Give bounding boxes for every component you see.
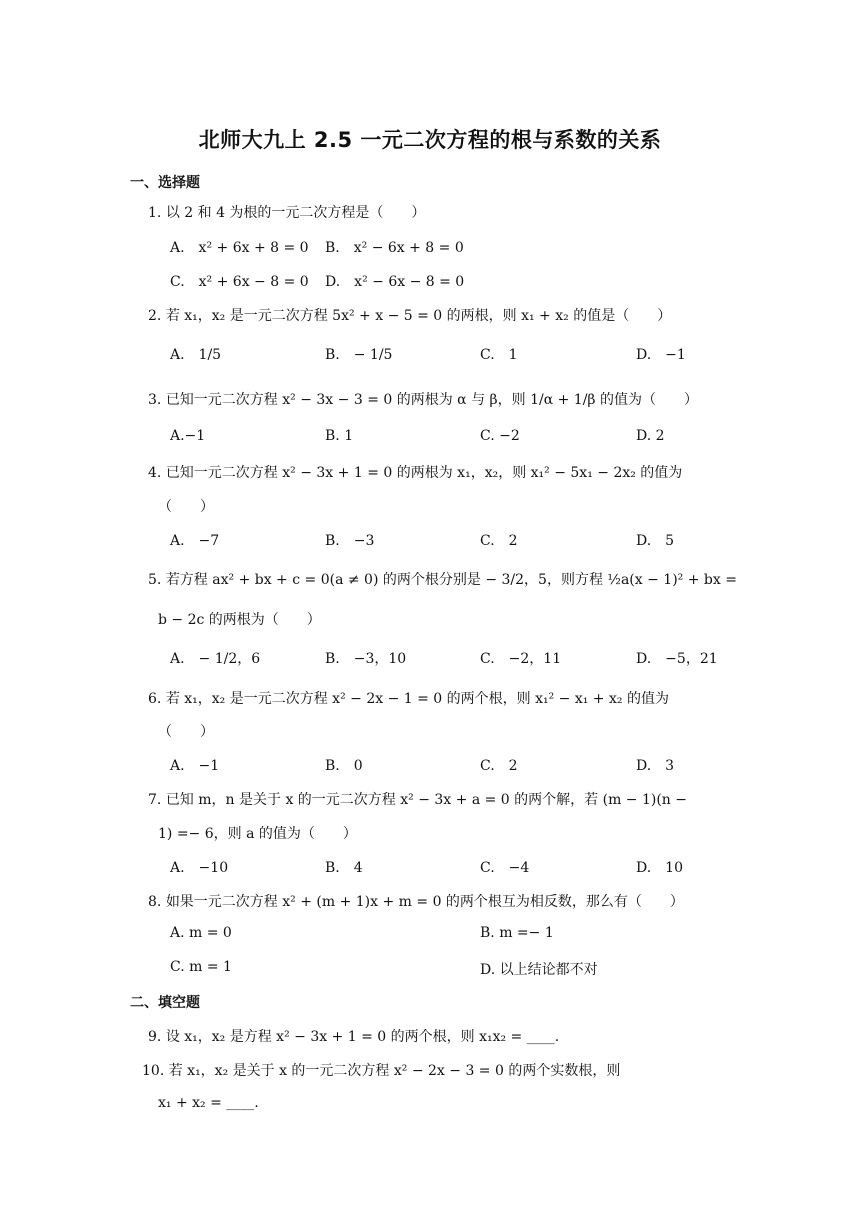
q1-option-a: A. x² + 6x + 8 = 0 [170, 240, 309, 256]
q6-option-a: A. −1 [170, 758, 220, 774]
q4-option-a: A. −7 [170, 533, 220, 549]
q5-option-b: B. −3，10 [325, 651, 407, 667]
q8-option-d: D. 以上结论都不对 [480, 962, 598, 978]
question-number: 5. [148, 572, 162, 588]
question-7-stem [148, 789, 687, 809]
question-9-stem [148, 1026, 559, 1046]
question-4-stem [148, 462, 682, 482]
question-number: 4. [148, 465, 162, 481]
q4-option-b: B. −3 [325, 533, 375, 549]
question-number: 8. [148, 894, 162, 910]
q6-option-b: B. 0 [325, 758, 363, 774]
q5-option-c: C. −2，11 [480, 651, 562, 667]
q3-option-a: A.−1 [170, 428, 206, 444]
question-10-stem-continued: x₁ + x₂ = ____. [158, 1095, 259, 1111]
question-text: 已知一元二次方程 x² − 3x − 3 = 0 的两根为 α 与 β，则 1/α + 1/β 的值为（ ） [165, 392, 698, 408]
question-text: 若方程 ax² + bx + c = 0(a ≠ 0) 的两个根分别是 − 3/2，5，则方程 ½a(x − 1)² + bx = [165, 572, 737, 588]
question-8-stem [148, 891, 684, 911]
q1-option-d: D. x² − 6x − 8 = 0 [325, 274, 465, 290]
question-1-stem [148, 202, 425, 222]
question-text: 设 x₁，x₂ 是方程 x² − 3x + 1 = 0 的两个根，则 x₁x₂ = ____. [165, 1029, 560, 1045]
q2-option-d: D. −1 [636, 347, 686, 363]
question-5-stem [148, 569, 737, 589]
section-heading-choice: 一、选择题 [130, 175, 200, 191]
q5-option-d: D. −5，21 [636, 651, 718, 667]
question-text: 若 x₁，x₂ 是一元二次方程 x² − 2x − 1 = 0 的两个根，则 x₁² − x₁ + x₂ 的值为 [165, 691, 669, 707]
q2-option-c: C. 1 [480, 347, 518, 363]
question-3-stem [148, 389, 698, 409]
q6-option-d: D. 3 [636, 758, 675, 774]
q3-option-b: B. 1 [325, 428, 354, 444]
q6-option-c: C. 2 [480, 758, 518, 774]
q8-option-c: C. m = 1 [170, 959, 232, 975]
question-number: 10. [142, 1063, 165, 1079]
q3-option-c: C. −2 [480, 428, 520, 444]
question-7-stem-continued: 1) =− 6，则 a 的值为（ ） [158, 826, 357, 842]
q8-option-a: A. m = 0 [170, 925, 232, 941]
section-heading-fill: 二、填空题 [130, 995, 200, 1011]
question-6-stem-continued: （ ） [158, 724, 214, 740]
q7-option-a: A. −10 [170, 860, 229, 876]
question-4-stem-continued: （ ） [158, 499, 214, 515]
question-10-stem [142, 1060, 620, 1080]
q5-option-a: A. − 1/2，6 [170, 651, 261, 667]
question-number: 7. [148, 792, 162, 808]
q2-option-a: A. 1/5 [170, 347, 222, 363]
question-text: 以 2 和 4 为根的一元二次方程是（ ） [165, 205, 426, 221]
question-number: 6. [148, 691, 162, 707]
question-6-stem [148, 688, 669, 708]
question-5-stem-continued: b − 2c 的两根为（ ） [158, 612, 321, 628]
q8-option-b: B. m =− 1 [480, 925, 554, 941]
question-text: 若 x₁，x₂ 是一元二次方程 5x² + x − 5 = 0 的两根，则 x₁ + x₂ 的值是（ ） [165, 308, 672, 324]
q1-option-c: C. x² + 6x − 8 = 0 [170, 274, 309, 290]
question-number: 2. [148, 308, 162, 324]
question-text: 已知一元二次方程 x² − 3x + 1 = 0 的两根为 x₁，x₂，则 x₁² − 5x₁ − 2x₂ 的值为 [165, 465, 683, 481]
q3-option-d: D. 2 [636, 428, 665, 444]
q7-option-d: D. 10 [636, 860, 683, 876]
q1-option-b: B. x² − 6x + 8 = 0 [325, 240, 464, 256]
question-number: 1. [148, 205, 162, 221]
q4-option-c: C. 2 [480, 533, 518, 549]
q7-option-b: B. 4 [325, 860, 363, 876]
page-title: 北师大九上 2.5 一元二次方程的根与系数的关系 [198, 128, 662, 152]
q7-option-c: C. −4 [480, 860, 530, 876]
question-number: 9. [148, 1029, 162, 1045]
q2-option-b: B. − 1/5 [325, 347, 393, 363]
question-text: 若 x₁，x₂ 是关于 x 的一元二次方程 x² − 2x − 3 = 0 的两个实数根，则 [168, 1063, 621, 1079]
question-text: 已知 m，n 是关于 x 的一元二次方程 x² − 3x + a = 0 的两个解，若 (m − 1)(n − [165, 792, 688, 808]
question-number: 3. [148, 392, 162, 408]
question-2-stem [148, 305, 671, 325]
question-text: 如果一元二次方程 x² + (m + 1)x + m = 0 的两个根互为相反数，那么有（ ） [165, 894, 684, 910]
q4-option-d: D. 5 [636, 533, 675, 549]
